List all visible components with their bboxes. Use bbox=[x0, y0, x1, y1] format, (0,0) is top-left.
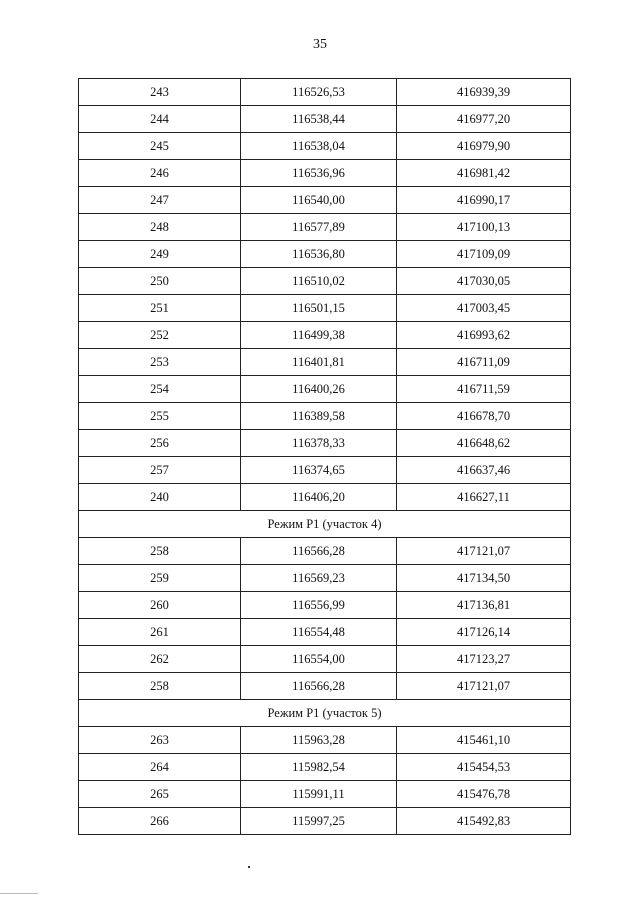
table-row bbox=[79, 160, 571, 187]
table-row bbox=[79, 403, 571, 430]
point-number-cell: 249 bbox=[79, 241, 241, 268]
point-number-cell: 258 bbox=[79, 673, 241, 700]
x-coordinate-cell: 116556,99 bbox=[241, 592, 397, 619]
y-coordinate-cell: 416977,20 bbox=[397, 106, 571, 133]
table-row bbox=[79, 106, 571, 133]
x-coordinate-cell: 116566,28 bbox=[241, 538, 397, 565]
y-coordinate-cell: 416678,70 bbox=[397, 403, 571, 430]
point-number-cell: 265 bbox=[79, 781, 241, 808]
x-coordinate-cell: 115982,54 bbox=[241, 754, 397, 781]
point-number-cell: 260 bbox=[79, 592, 241, 619]
x-coordinate-cell: 116538,04 bbox=[241, 133, 397, 160]
point-number-cell: 246 bbox=[79, 160, 241, 187]
table-row bbox=[79, 565, 571, 592]
point-number-cell: 244 bbox=[79, 106, 241, 133]
y-coordinate-cell: 416648,62 bbox=[397, 430, 571, 457]
y-coordinate-cell: 416979,90 bbox=[397, 133, 571, 160]
x-coordinate-cell: 116554,48 bbox=[241, 619, 397, 646]
x-coordinate-cell: 116536,96 bbox=[241, 160, 397, 187]
y-coordinate-cell: 417100,13 bbox=[397, 214, 571, 241]
section-title: Режим Р1 (участок 5) bbox=[79, 700, 571, 727]
y-coordinate-cell: 415454,53 bbox=[397, 754, 571, 781]
x-coordinate-cell: 115991,11 bbox=[241, 781, 397, 808]
point-number-cell: 245 bbox=[79, 133, 241, 160]
point-number-cell: 252 bbox=[79, 322, 241, 349]
point-number-cell: 264 bbox=[79, 754, 241, 781]
y-coordinate-cell: 416939,39 bbox=[397, 79, 571, 106]
section-header-row bbox=[79, 511, 571, 538]
table-row bbox=[79, 727, 571, 754]
x-coordinate-cell: 116540,00 bbox=[241, 187, 397, 214]
y-coordinate-cell: 415492,83 bbox=[397, 808, 571, 835]
y-coordinate-cell: 417136,81 bbox=[397, 592, 571, 619]
point-number-cell: 262 bbox=[79, 646, 241, 673]
x-coordinate-cell: 116406,20 bbox=[241, 484, 397, 511]
y-coordinate-cell: 416990,17 bbox=[397, 187, 571, 214]
y-coordinate-cell: 417109,09 bbox=[397, 241, 571, 268]
point-number-cell: 251 bbox=[79, 295, 241, 322]
point-number-cell: 253 bbox=[79, 349, 241, 376]
table-row bbox=[79, 187, 571, 214]
point-number-cell: 258 bbox=[79, 538, 241, 565]
x-coordinate-cell: 116510,02 bbox=[241, 268, 397, 295]
coordinates-table-body bbox=[79, 79, 571, 835]
table-row bbox=[79, 646, 571, 673]
table-row bbox=[79, 808, 571, 835]
x-coordinate-cell: 116378,33 bbox=[241, 430, 397, 457]
point-number-cell: 263 bbox=[79, 727, 241, 754]
table-row bbox=[79, 376, 571, 403]
y-coordinate-cell: 416993,62 bbox=[397, 322, 571, 349]
x-coordinate-cell: 116526,53 bbox=[241, 79, 397, 106]
point-number-cell: 243 bbox=[79, 79, 241, 106]
y-coordinate-cell: 416637,46 bbox=[397, 457, 571, 484]
table-row bbox=[79, 322, 571, 349]
section-title: Режим Р1 (участок 4) bbox=[79, 511, 571, 538]
x-coordinate-cell: 116577,89 bbox=[241, 214, 397, 241]
table-row bbox=[79, 133, 571, 160]
x-coordinate-cell: 116374,65 bbox=[241, 457, 397, 484]
point-number-cell: 240 bbox=[79, 484, 241, 511]
table-row bbox=[79, 457, 571, 484]
table-row bbox=[79, 619, 571, 646]
x-coordinate-cell: 116536,80 bbox=[241, 241, 397, 268]
point-number-cell: 247 bbox=[79, 187, 241, 214]
table-row bbox=[79, 484, 571, 511]
point-number-cell: 257 bbox=[79, 457, 241, 484]
section-header-row bbox=[79, 700, 571, 727]
point-number-cell: 256 bbox=[79, 430, 241, 457]
table-row bbox=[79, 79, 571, 106]
scan-dot bbox=[248, 866, 250, 868]
table-row bbox=[79, 754, 571, 781]
y-coordinate-cell: 415476,78 bbox=[397, 781, 571, 808]
scan-edge-line bbox=[0, 893, 38, 894]
y-coordinate-cell: 415461,10 bbox=[397, 727, 571, 754]
coordinates-table bbox=[78, 78, 571, 835]
y-coordinate-cell: 417003,45 bbox=[397, 295, 571, 322]
y-coordinate-cell: 416711,59 bbox=[397, 376, 571, 403]
table-row bbox=[79, 295, 571, 322]
x-coordinate-cell: 116400,26 bbox=[241, 376, 397, 403]
table-row bbox=[79, 781, 571, 808]
x-coordinate-cell: 115963,28 bbox=[241, 727, 397, 754]
table-row bbox=[79, 538, 571, 565]
point-number-cell: 259 bbox=[79, 565, 241, 592]
point-number-cell: 255 bbox=[79, 403, 241, 430]
x-coordinate-cell: 116499,38 bbox=[241, 322, 397, 349]
y-coordinate-cell: 417123,27 bbox=[397, 646, 571, 673]
y-coordinate-cell: 417121,07 bbox=[397, 538, 571, 565]
x-coordinate-cell: 116538,44 bbox=[241, 106, 397, 133]
x-coordinate-cell: 116389,58 bbox=[241, 403, 397, 430]
x-coordinate-cell: 116566,28 bbox=[241, 673, 397, 700]
point-number-cell: 248 bbox=[79, 214, 241, 241]
x-coordinate-cell: 116554,00 bbox=[241, 646, 397, 673]
point-number-cell: 250 bbox=[79, 268, 241, 295]
point-number-cell: 266 bbox=[79, 808, 241, 835]
table-row bbox=[79, 268, 571, 295]
x-coordinate-cell: 116401,81 bbox=[241, 349, 397, 376]
x-coordinate-cell: 116569,23 bbox=[241, 565, 397, 592]
y-coordinate-cell: 417121,07 bbox=[397, 673, 571, 700]
table-row bbox=[79, 673, 571, 700]
y-coordinate-cell: 417126,14 bbox=[397, 619, 571, 646]
point-number-cell: 254 bbox=[79, 376, 241, 403]
table-row bbox=[79, 349, 571, 376]
y-coordinate-cell: 417030,05 bbox=[397, 268, 571, 295]
y-coordinate-cell: 416627,11 bbox=[397, 484, 571, 511]
page-number: 35 bbox=[313, 37, 327, 52]
y-coordinate-cell: 417134,50 bbox=[397, 565, 571, 592]
x-coordinate-cell: 116501,15 bbox=[241, 295, 397, 322]
table-row bbox=[79, 592, 571, 619]
y-coordinate-cell: 416981,42 bbox=[397, 160, 571, 187]
table-row bbox=[79, 241, 571, 268]
table-row bbox=[79, 430, 571, 457]
y-coordinate-cell: 416711,09 bbox=[397, 349, 571, 376]
point-number-cell: 261 bbox=[79, 619, 241, 646]
table-row bbox=[79, 214, 571, 241]
x-coordinate-cell: 115997,25 bbox=[241, 808, 397, 835]
